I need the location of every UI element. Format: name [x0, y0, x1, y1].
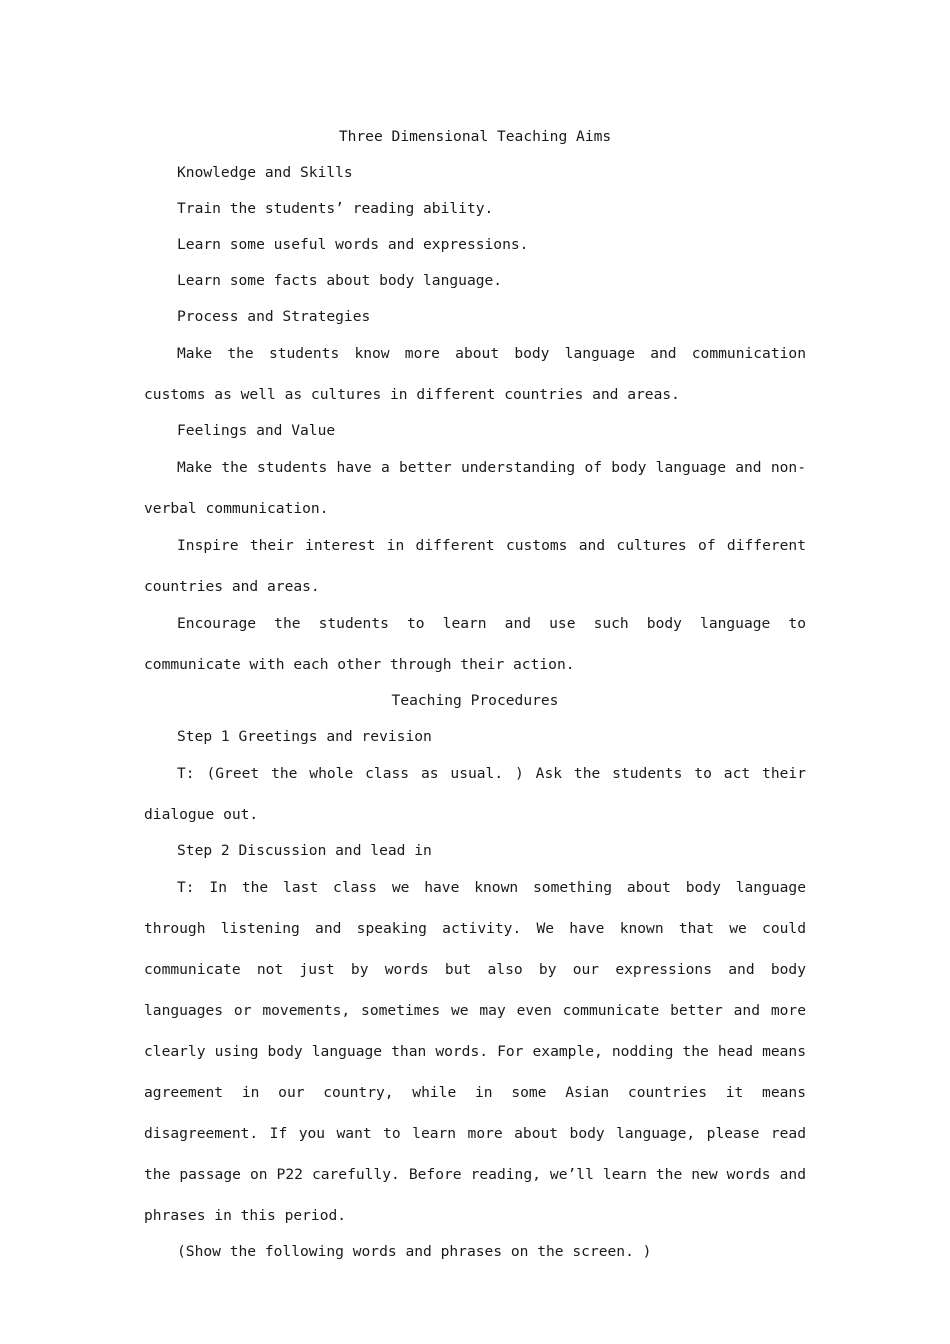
paragraph: Inspire their interest in different customs and cultures of different countries and areas. [144, 537, 806, 595]
paragraph: Make the students have a better understanding of body language and non-verbal communication. [144, 459, 806, 517]
section-title: Teaching Procedures [391, 692, 559, 709]
section-title: Three Dimensional Teaching Aims [338, 128, 612, 145]
paragraph: Make the students know more about body language and communication customs as well as cultures in different countries and areas. [144, 345, 806, 403]
aim-line: Learn some useful words and expressions. [177, 236, 529, 253]
paragraph: T: In the last class we have known something about body language through listening and speaking activity. We have known that we could communicate not just by words but also by our expressions and body languages or movements, sometimes we may even communicate better and more clearly using body language than words. For example, nodding the head means agreement in our country, while in some Asian countries it means disagreement. If you want to learn more about body language, please read the passage on P22 carefully. Before reading, we’ll learn the new words and phrases in this period. [144, 879, 806, 1224]
subheading-feelings-and-value: Feelings and Value [177, 422, 336, 439]
paragraph: T: (Greet the whole class as usual. ) Ask the students to act their dialogue out. [144, 765, 806, 823]
paragraph: Encourage the students to learn and use such body language to communicate with each other through their action. [144, 615, 806, 673]
step-heading: Step 2 Discussion and lead in [177, 842, 432, 859]
aim-line: Learn some facts about body language. [177, 272, 503, 289]
instruction-line: (Show the following words and phrases on the screen. ) [177, 1243, 652, 1260]
subheading-knowledge-and-skills: Knowledge and Skills [177, 164, 353, 181]
document-body [144, 124, 806, 1275]
aim-line: Train the students’ reading ability. [177, 200, 494, 217]
step-heading: Step 1 Greetings and revision [177, 728, 432, 745]
subheading-process-and-strategies: Process and Strategies [177, 308, 371, 325]
